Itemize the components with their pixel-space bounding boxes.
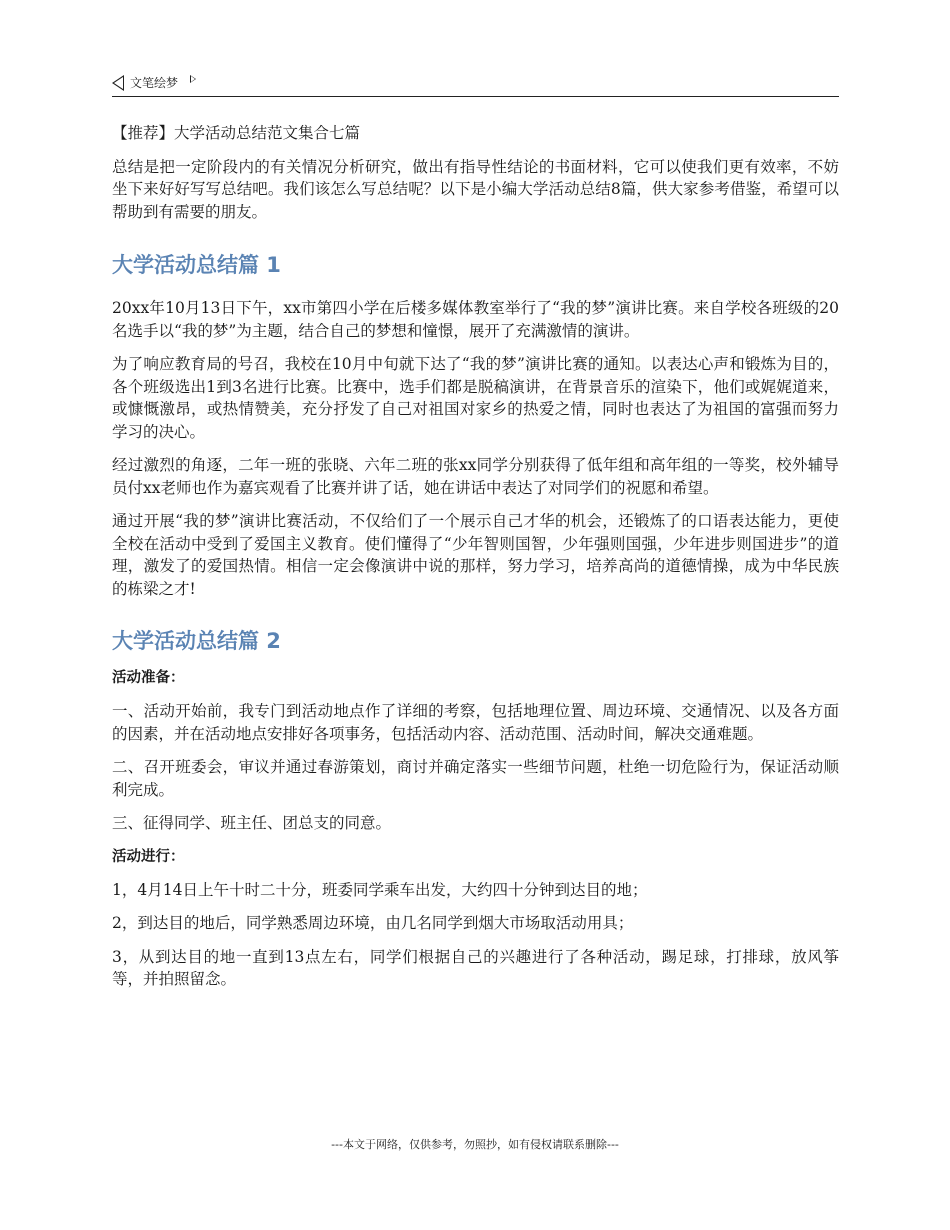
run-label: 活动进行：	[112, 848, 185, 865]
triangle-left-icon	[112, 75, 124, 91]
document-body	[112, 122, 839, 1002]
document-title: 【推荐】大学活动总结范文集合七篇	[112, 124, 361, 142]
header-brand: 文笔绘梦	[130, 76, 179, 90]
prep-item-2: 二、召开班委会，审议并通过春游策划，商讨并确定落实一些细节问题，杜绝一切危险行为，保证活动顺利完成。	[112, 758, 839, 799]
section-2-heading: 大学活动总结篇 2	[112, 629, 281, 653]
section-1-paragraph-2: 为了响应教育局的号召，我校在10月中旬就下达了“我的梦”演讲比赛的通知。以表达心声和锻炼为目的，各个班级选出1到3名进行比赛。比赛中，选手们都是脱稿演讲，在背景音乐的渲染下，他们或娓娓道来，或慷慨激昂，或热情赞美，充分抒发了自己对祖国对家乡的热爱之情，同时也表达了为祖国的富强而努力学习的决心。	[112, 355, 839, 441]
section-1-paragraph-1: 20xx年10月13日下午，xx市第四小学在后楼多媒体教室举行了“我的梦”演讲比赛。来自学校各班级的20名选手以“我的梦”为主题，结合自己的梦想和憧憬，展开了充满激情的演讲。	[112, 299, 839, 340]
run-item-3: 3，从到达目的地一直到13点左右，同学们根据自己的兴趣进行了各种活动，踢足球，打排球，放风筝等，并拍照留念。	[112, 947, 839, 988]
section-1-paragraph-4: 通过开展“我的梦”演讲比赛活动，不仅给们了一个展示自己才华的机会，还锻炼了的口语表达能力，更使全校在活动中受到了爱国主义教育。使们懂得了“少年智则国智，少年强则国强，少年进步则国进步”的道理，激发了的爱国热情。相信一定会像演讲中说的那样，努力学习，培养高尚的道德情操，成为中华民族的栋梁之才!	[112, 512, 839, 598]
run-item-1: 1，4月14日上午十时二十分，班委同学乘车出发，大约四十分钟到达目的地；	[112, 880, 648, 899]
prep-item-1: 一、活动开始前，我专门到活动地点作了详细的考察，包括地理位置、周边环境、交通情况、以及各方面的因素，并在活动地点安排好各项事务，包括活动内容、活动范围、活动时间，解决交通难题。	[112, 702, 839, 743]
run-item-2: 2，到达目的地后，同学熟悉周边环境，由几名同学到烟大市场取活动用具；	[112, 914, 634, 932]
page-header	[112, 70, 839, 97]
intro-paragraph: 总结是把一定阶段内的有关情况分析研究，做出有指导性结论的书面材料，它可以使我们更有效率，不妨坐下来好好写写总结吧。我们该怎么写总结呢？以下是小编大学活动总结8篇，供大家参考借鉴，希望可以帮助到有需要的朋友。	[112, 157, 839, 221]
section-1-paragraph-3: 经过激烈的角逐，二年一班的张晓、六年二班的张xx同学分别获得了低年组和高年组的一等奖，校外辅导员付xx老师也作为嘉宾观看了比赛并讲了话，她在讲话中表达了对同学们的祝愿和希望。	[112, 456, 839, 497]
section-1-heading: 大学活动总结篇 1	[112, 253, 281, 277]
triangle-right-icon	[190, 75, 196, 83]
footer-notice: ---本文于网络，仅供参考，勿照抄，如有侵权请联系删除---	[331, 1138, 619, 1151]
prep-item-3: 三、征得同学、班主任、团总支的同意。	[112, 814, 392, 832]
prep-label: 活动准备：	[112, 670, 185, 686]
header-brand-group	[112, 74, 196, 91]
